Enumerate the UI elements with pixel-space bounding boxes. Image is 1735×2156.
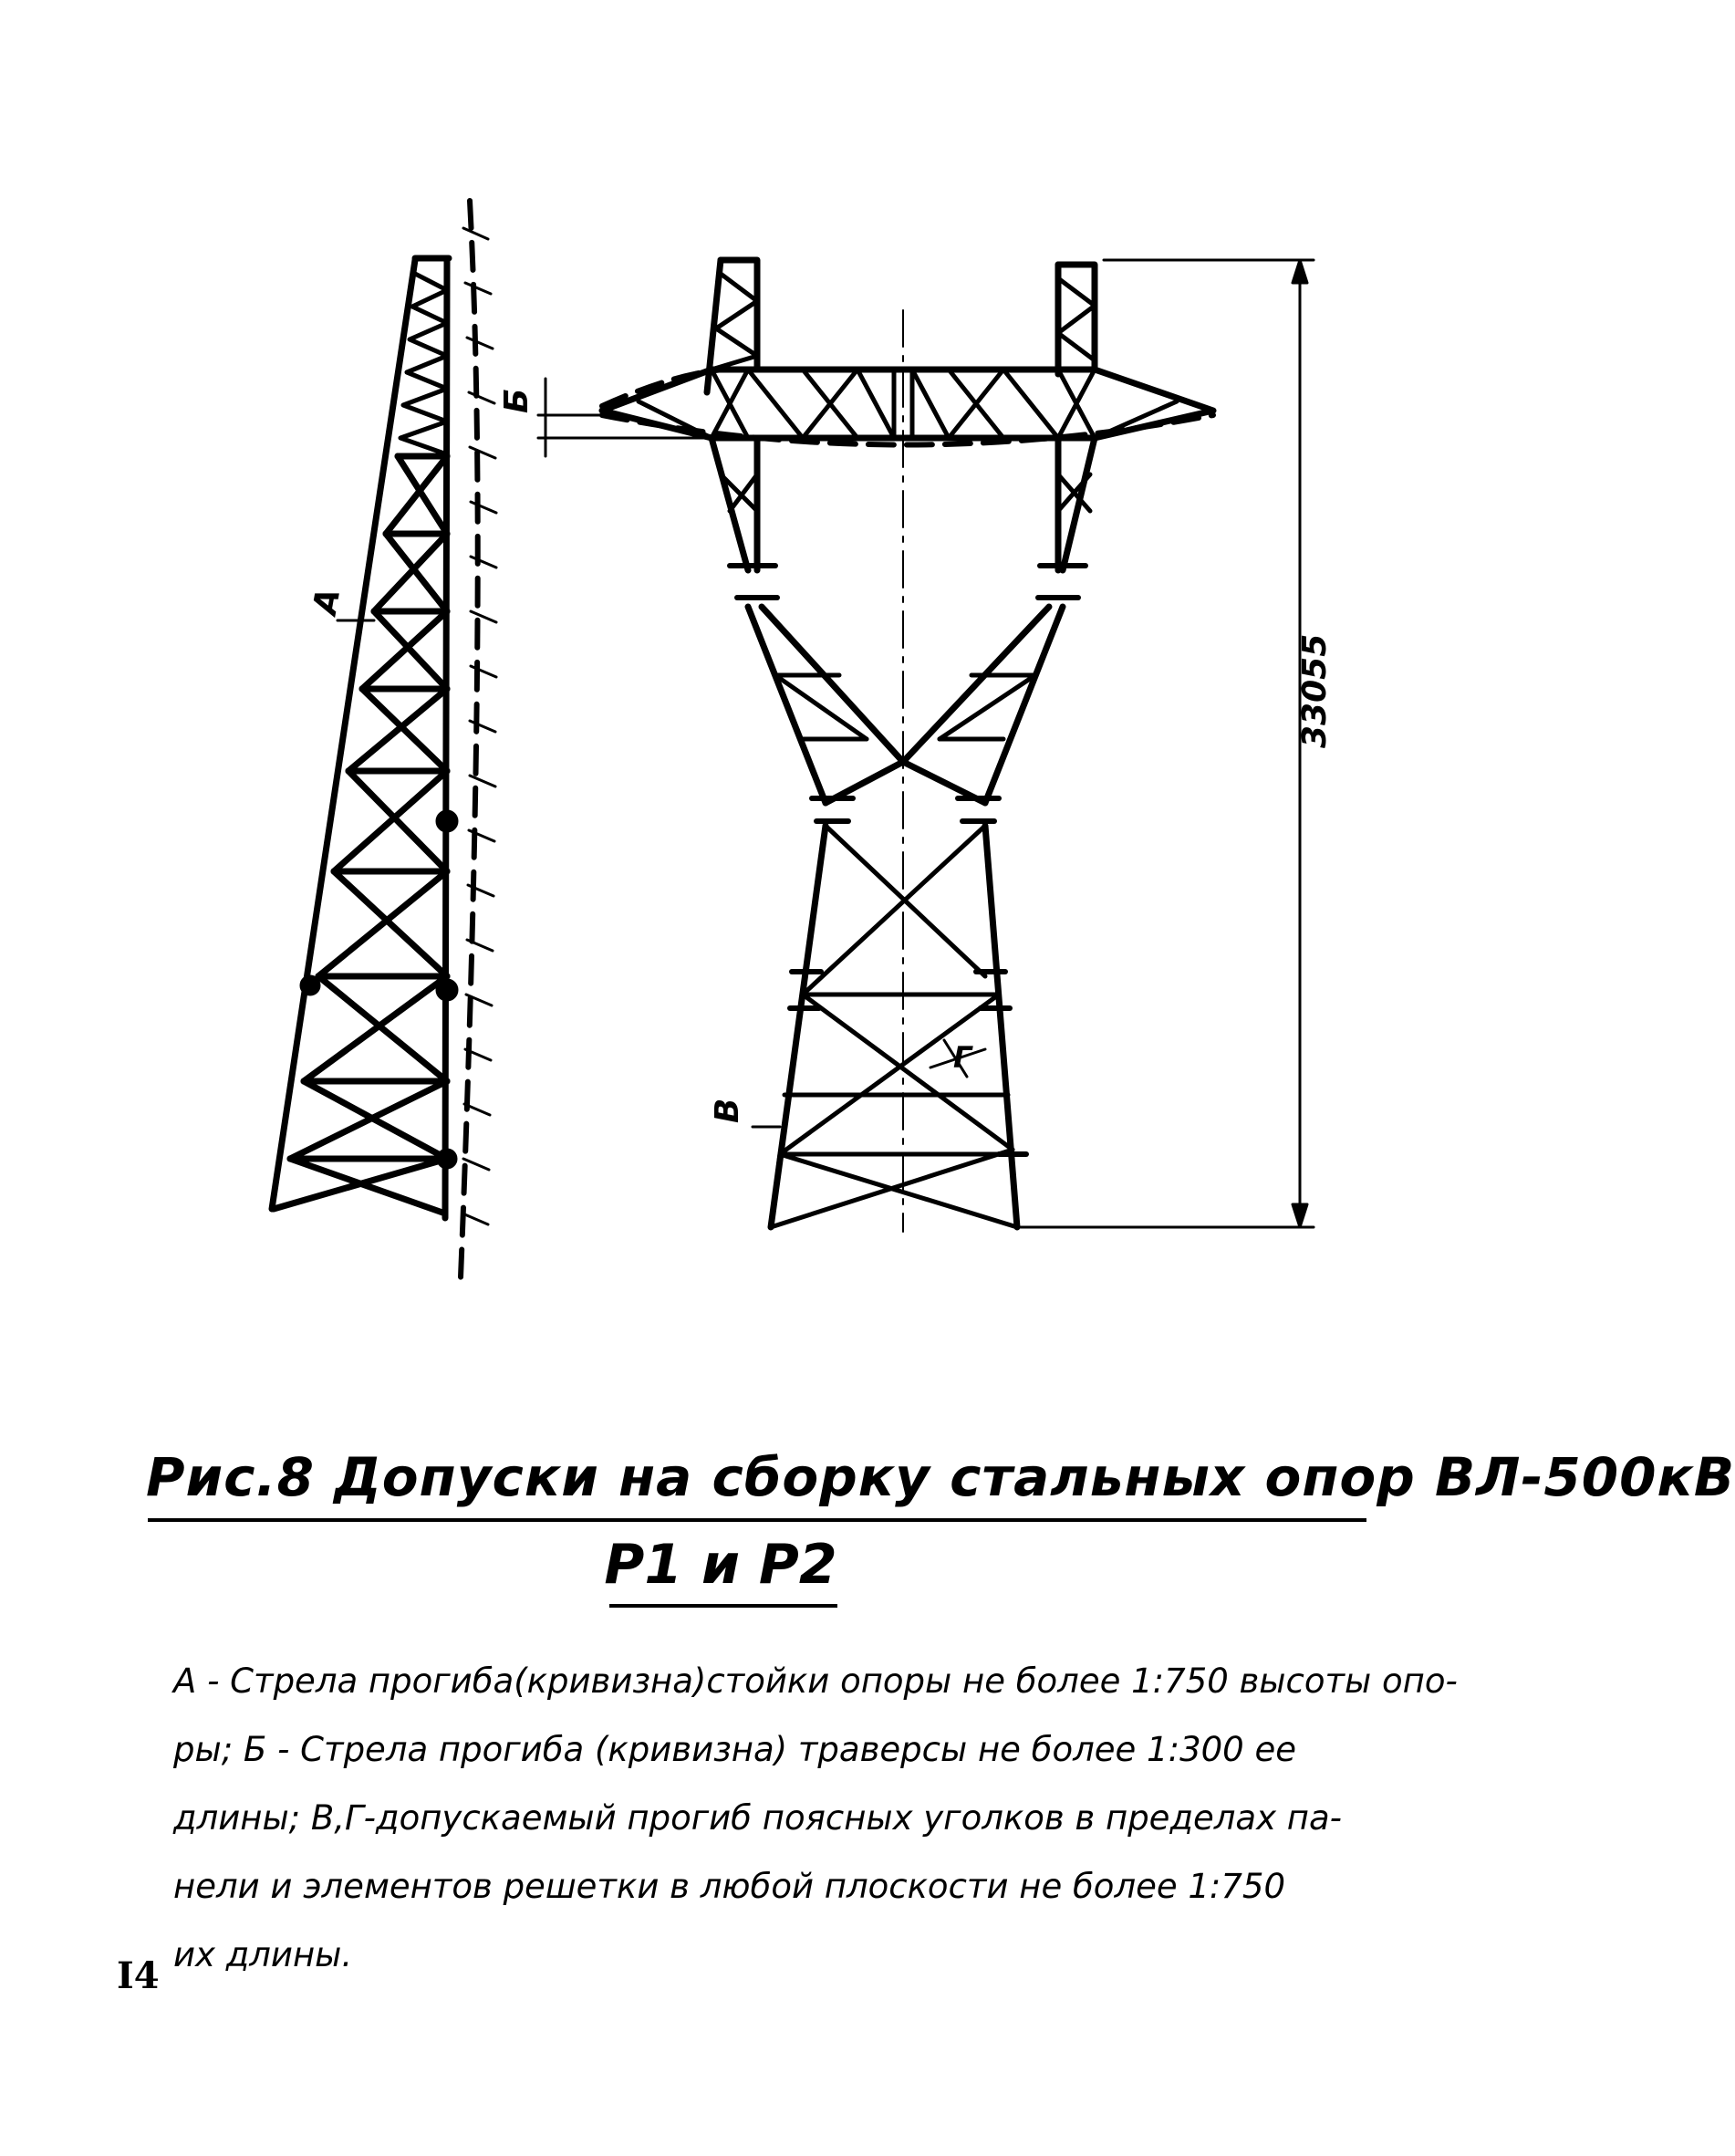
caption-subtitle-underline: [609, 1604, 837, 1608]
figure-note: [173, 1647, 1458, 1989]
caption-underline: [148, 1518, 1366, 1522]
note-line-3: длины; В,Г-допускаемый прогиб поясных уголков в пределах па-: [173, 1798, 1342, 1838]
callout-g: Г: [953, 1040, 972, 1075]
note-line-2: ры; Б - Стрела прогиба (кривизна) траверсы не более 1:300 ее: [173, 1730, 1296, 1769]
note-line-5: их длины.: [173, 1935, 353, 1974]
height-dimension-label: 33055: [1296, 633, 1334, 748]
callout-v: В: [709, 1098, 746, 1123]
front-view-tower: [602, 260, 1213, 1232]
side-view-tower: [272, 201, 496, 1277]
note-line-1: А - Стрела прогиба(кривизна)стойки опоры не более 1:750 высоты опо-: [173, 1661, 1458, 1701]
callout-b: Б: [498, 388, 535, 413]
figure-caption-title: Рис.8 Допуски на сборку стальных опор ВЛ-500кВ: [146, 1446, 1735, 1508]
page-number: I4: [117, 1954, 160, 1997]
callout-a: А: [306, 585, 348, 618]
figure-caption-subtitle: Р1 и Р2: [604, 1533, 837, 1597]
note-line-4: нели и элементов решетки в любой плоскости не более 1:750: [173, 1867, 1286, 1906]
